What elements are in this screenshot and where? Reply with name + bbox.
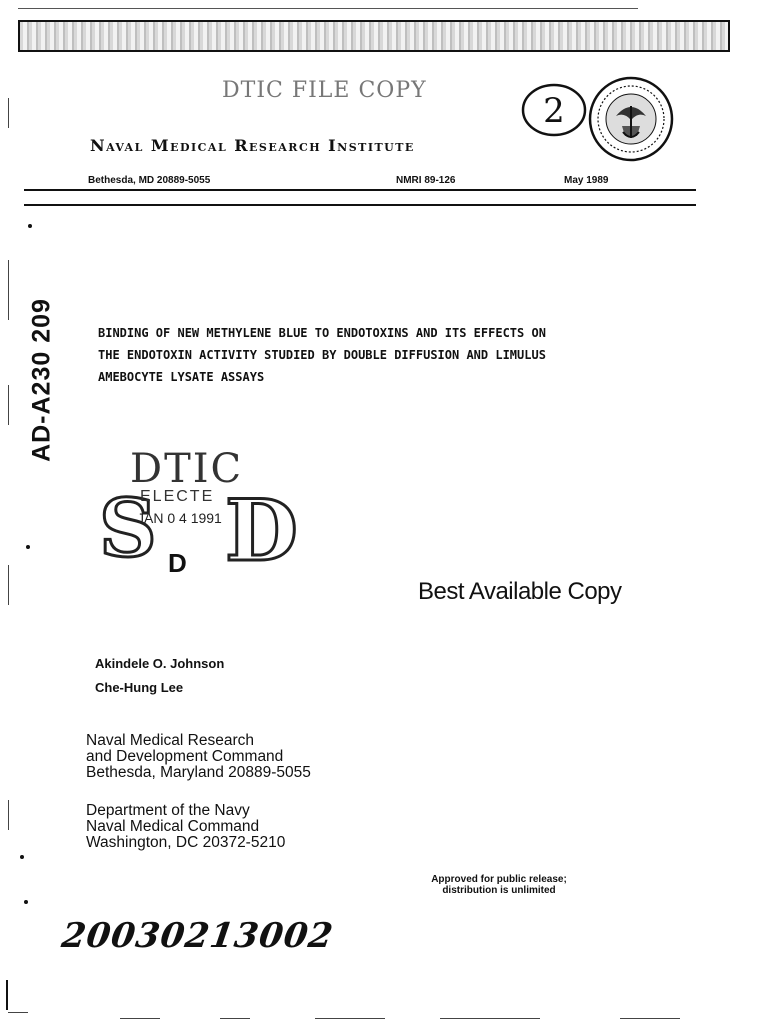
svg-text:D: D <box>225 481 298 580</box>
title-line: AMEBOCYTE LYSATE ASSAYS <box>98 370 265 384</box>
scan-line <box>6 980 8 1010</box>
scan-line <box>620 1018 680 1019</box>
department-address <box>86 803 285 851</box>
title-line: BINDING OF NEW METHYLENE BLUE TO ENDOTOXINS AND ITS EFFECTS ON <box>98 326 546 340</box>
scan-speck <box>24 900 28 904</box>
handwritten-number: 20030213002 <box>59 916 337 956</box>
institute-location: Bethesda, MD 20889-5055 <box>88 175 211 186</box>
institute-name: Naval Medical Research Institute <box>90 136 415 155</box>
scan-line <box>440 1018 540 1019</box>
scan-line <box>220 1018 250 1019</box>
header-rule <box>24 189 696 191</box>
scan-line <box>315 1018 385 1019</box>
best-available-copy: Best Available Copy <box>418 578 622 605</box>
report-number: NMRI 89-126 <box>396 175 456 186</box>
stamp-d-letter: D <box>168 548 187 578</box>
electe-label: ELECTE <box>140 488 215 505</box>
statement-line: distribution is unlimited <box>442 885 556 896</box>
address-line: Naval Medical Research <box>86 732 254 749</box>
file-copy-stamp: DTIC FILE COPY <box>222 78 427 103</box>
scan-line <box>8 98 9 128</box>
scan-line <box>8 260 9 320</box>
scan-speck <box>20 855 24 859</box>
scan-line <box>120 1018 160 1019</box>
scan-line <box>18 8 638 9</box>
address-line: Department of the Navy <box>86 802 250 819</box>
dtic-stamp: DTIC <box>130 446 244 492</box>
statement-line: Approved for public release; <box>431 874 567 885</box>
navy-seal-icon <box>588 76 674 162</box>
address-line: Washington, DC 20372-5210 <box>86 834 286 851</box>
report-date: May 1989 <box>564 175 609 186</box>
address-line: Naval Medical Command <box>86 818 260 835</box>
scan-line <box>8 565 9 605</box>
command-address <box>86 733 311 781</box>
title-line: THE ENDOTOXIN ACTIVITY STUDIED BY DOUBLE DIFFUSION AND LIMULUS <box>98 348 546 362</box>
scan-line <box>8 385 9 425</box>
scan-line <box>8 800 9 830</box>
address-line: and Development Command <box>86 748 284 765</box>
distribution-statement <box>424 874 574 896</box>
scan-speck <box>28 224 32 228</box>
svg-text:S: S <box>99 481 157 575</box>
address-line: Bethesda, Maryland 20889-5055 <box>86 764 311 781</box>
author-name: Che-Hung Lee <box>95 680 184 695</box>
header-rule <box>24 204 696 206</box>
author-name: Akindele O. Johnson <box>95 656 225 671</box>
svg-text:2: 2 <box>543 91 565 131</box>
stamp-date: JAN 0 4 1991 <box>137 510 222 526</box>
accession-number: AD-A230 209 <box>27 298 56 462</box>
circled-number-icon <box>520 82 588 138</box>
scan-speck <box>26 545 30 549</box>
scan-line <box>8 1012 28 1013</box>
scan-header-bar <box>18 20 730 52</box>
report-title <box>98 322 658 388</box>
